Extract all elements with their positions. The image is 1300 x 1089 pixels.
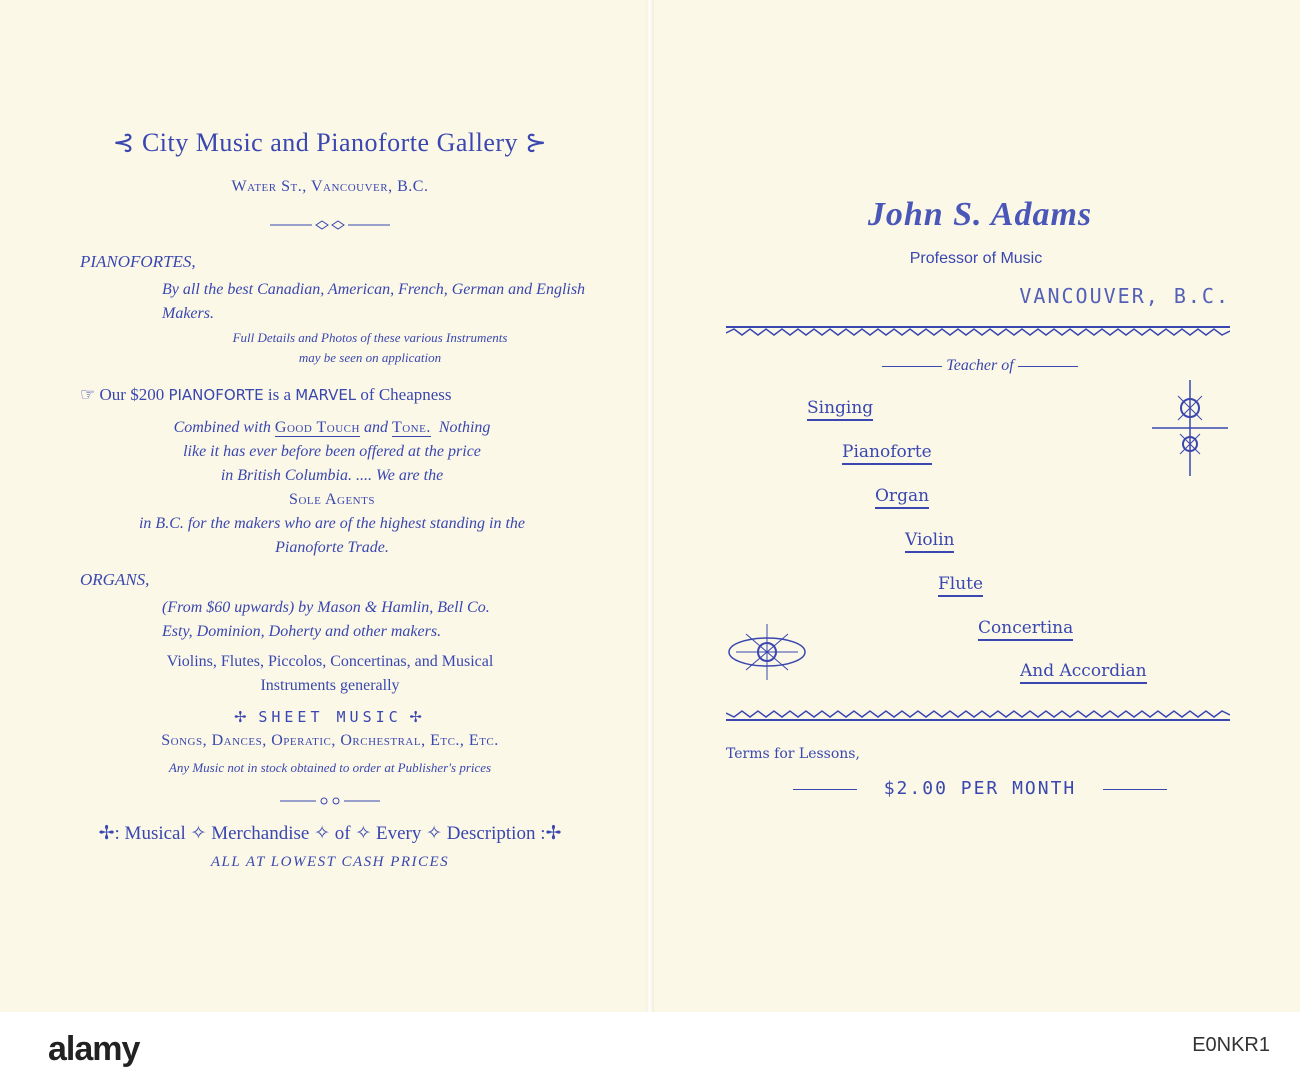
- ornament-star-icon: ✢: [234, 710, 259, 726]
- and-word: and: [363, 419, 388, 436]
- offer-body-line-6: Pianoforte Trade.: [275, 539, 389, 556]
- rule-right: [1018, 366, 1078, 367]
- nothing-word: Nothing: [438, 419, 491, 436]
- note-line-1: Full Details and Photos of these various Instruments: [232, 330, 508, 345]
- ornament-star-icon: :✢: [540, 823, 562, 844]
- floral-ornament-icon: [1150, 378, 1230, 478]
- rule-right: [1103, 789, 1167, 790]
- rule-left: [793, 789, 857, 790]
- offer-body: [72, 416, 592, 560]
- pianofortes-heading: PIANOFORTES,: [80, 252, 196, 271]
- top-wave-border: [726, 324, 1230, 338]
- offer-prefix: Our $200: [99, 385, 165, 404]
- page-fold: [646, 0, 654, 1012]
- terms-label: Terms for Lessons,: [726, 746, 860, 762]
- pianofortes-description: By all the best Canadian, American, French, German and English Makers.: [162, 281, 586, 322]
- teacher-city: VANCOUVER, B.C.: [1019, 284, 1230, 308]
- diamond-icon: ✧: [314, 823, 335, 844]
- diamond-icon: ✧: [190, 823, 212, 844]
- merch-word-4: Every: [376, 823, 422, 844]
- offer-body-line-1: [72, 416, 592, 440]
- right-page: [652, 0, 1300, 1012]
- organs-line-2: Esty, Dominion, Doherty and other makers.: [162, 623, 442, 640]
- ornament-star-icon: ✢:: [98, 823, 125, 844]
- merch-word-3: of: [334, 823, 351, 844]
- tone: Tone.: [391, 419, 431, 436]
- offer-is-a: is a: [267, 385, 292, 404]
- offer-pianoforte: PIANOFORTE: [168, 386, 264, 404]
- offer-body-line-3: in British Columbia. .... We are the: [220, 467, 444, 484]
- merch-word-2: Merchandise: [211, 823, 310, 844]
- offer-body-line-2: like it has ever before been offered at the price: [183, 443, 481, 460]
- merchandise-line: [60, 822, 600, 845]
- merch-word-5: Description: [446, 823, 536, 844]
- organs-heading: ORGANS,: [80, 570, 150, 589]
- subject-concertina: Concertina: [978, 618, 1073, 641]
- subject-violin: Violin: [905, 530, 954, 553]
- subject-organ: Organ: [875, 486, 929, 509]
- teacher-of-text: Teacher of: [946, 357, 1014, 374]
- ornament-star-icon: ✢: [401, 710, 426, 726]
- offer-body-line-5: in B.C. for the makers who are of the highest standing in the: [138, 515, 526, 532]
- note-line-2: may be seen on application: [298, 350, 442, 365]
- pointing-hand-icon: ☞: [80, 385, 96, 404]
- songs-line: Songs, Dances, Operatic, Orchestral, Etc., Etc.: [161, 732, 499, 749]
- subject-accordian: And Accordian: [1020, 661, 1147, 684]
- rule-left: [882, 366, 942, 367]
- scroll-divider-icon: [270, 215, 390, 235]
- price-line: [750, 778, 1210, 799]
- offer-suffix: of Cheapness: [360, 385, 452, 404]
- subject-flute: Flute: [938, 574, 983, 597]
- offer-marvel: MARVEL: [295, 386, 357, 404]
- merch-word-1: Musical: [124, 823, 186, 844]
- image-code: E0NKR1: [1192, 1034, 1270, 1056]
- combined-with: Combined with: [173, 419, 271, 436]
- subject-singing: Singing: [807, 398, 873, 421]
- diamond-icon: ✧: [426, 823, 447, 844]
- any-music-note: Any Music not in stock obtained to order at Publisher's prices: [168, 760, 492, 775]
- medallion-ornament-icon: [726, 622, 808, 682]
- gallery-title-text: City Music and Pianoforte Gallery: [141, 128, 519, 157]
- instruments-line-2: Instruments generally: [260, 677, 400, 694]
- sheet-music-heading: [80, 708, 580, 727]
- good-touch: Good Touch: [274, 419, 360, 436]
- offer-headline: [80, 385, 600, 405]
- bottom-wave-border: [726, 708, 1230, 722]
- organs-line-1: (From $60 upwards) by Mason & Hamlin, Bell Co.: [162, 599, 490, 616]
- teacher-of-heading: [860, 357, 1100, 375]
- alamy-logo: alamy: [48, 1030, 140, 1068]
- organs-body: [162, 596, 602, 644]
- scroll-divider-icon: [280, 792, 380, 810]
- instruments-list: [90, 650, 570, 698]
- teacher-name: John S. Adams: [867, 196, 1093, 233]
- instruments-line-1: Violins, Flutes, Piccolos, Concertinas, and Musical: [166, 653, 494, 670]
- lowest-prices: ALL AT LOWEST CASH PRICES: [210, 854, 450, 870]
- diamond-icon: ✧: [355, 823, 376, 844]
- sole-agents: Sole Agents: [289, 491, 375, 508]
- teacher-title: Professor of Music: [909, 250, 1043, 267]
- gallery-address: Water St., Vancouver, B.C.: [231, 178, 429, 195]
- subject-pianoforte: Pianoforte: [842, 442, 932, 465]
- gallery-title: [60, 128, 600, 158]
- pianofortes-note: [150, 328, 590, 368]
- left-flourish-icon: ⊰: [112, 128, 142, 157]
- right-flourish-icon: ⊱: [518, 128, 548, 157]
- price-text: $2.00 PER MONTH: [883, 778, 1077, 799]
- sheet-music-text: SHEET MUSIC: [258, 708, 402, 726]
